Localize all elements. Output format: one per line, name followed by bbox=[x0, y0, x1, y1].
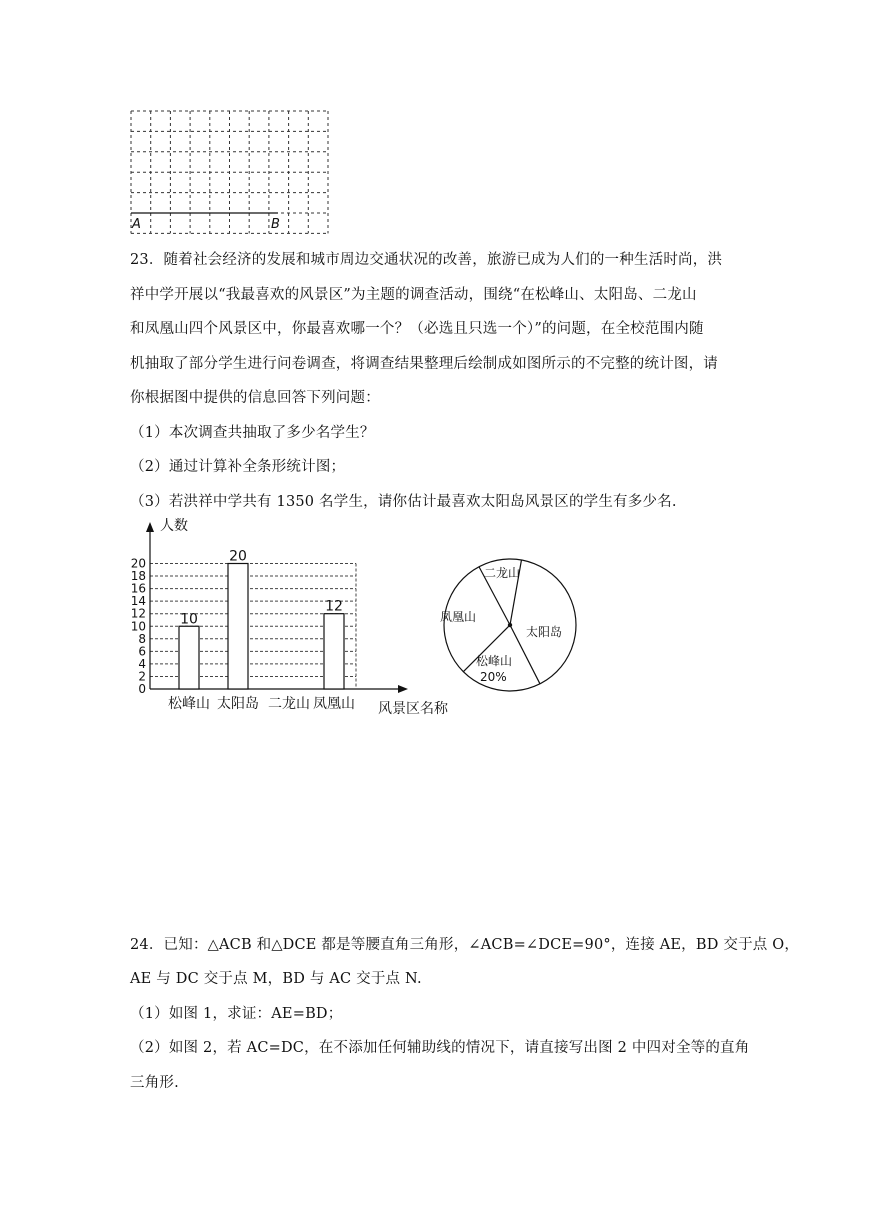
y-tick-label: 16 bbox=[130, 581, 146, 596]
y-tick-label: 6 bbox=[138, 644, 146, 659]
q23-line-5: 你根据图中提供的信息回答下列问题： bbox=[130, 390, 380, 406]
q23-line-2: 祥中学开展以“我最喜欢的风景区”为主题的调查活动，围绕“在松峰山、太阳岛、二龙山 bbox=[130, 287, 697, 303]
pie-label-songfengshan-percent: 20% bbox=[480, 670, 507, 684]
category-label: 太阳岛 bbox=[217, 696, 259, 712]
grid-lines bbox=[131, 111, 328, 233]
bar-data-label: 20 bbox=[229, 548, 247, 565]
y-tick-label: 2 bbox=[138, 669, 146, 684]
bar-data-label: 10 bbox=[180, 611, 198, 628]
pie-center bbox=[508, 623, 512, 627]
y-tick-label: 14 bbox=[130, 594, 146, 609]
q23-sub-2: （2）通过计算补全条形统计图； bbox=[130, 459, 346, 475]
y-tick-label: 20 bbox=[130, 556, 146, 571]
y-tick-label: 8 bbox=[138, 631, 146, 646]
y-tick-label: 0 bbox=[138, 682, 146, 696]
category-label: 二龙山 bbox=[268, 696, 310, 712]
label-b: B bbox=[271, 217, 280, 232]
y-tick-label: 10 bbox=[130, 619, 146, 634]
y-axis-arrow bbox=[146, 522, 154, 532]
bar-chart bbox=[128, 516, 473, 718]
label-a: A bbox=[132, 217, 141, 232]
pie-label-fenghuangshan: 凤凰山 bbox=[440, 610, 477, 624]
y-tick-label: 4 bbox=[138, 656, 146, 671]
pie-label-taiyangdao: 太阳岛 bbox=[526, 625, 563, 639]
y-tick-labels bbox=[131, 557, 146, 697]
q23-sub-1: （1）本次调查共抽取了多少名学生？ bbox=[130, 425, 375, 441]
bar-data-labels bbox=[180, 549, 343, 628]
pie-label-erlongshan: 二龙山 bbox=[484, 566, 521, 580]
category-label: 松峰山 bbox=[168, 696, 210, 712]
q23-line-3: 和凤凰山四个风景区中，你最喜欢哪一个？（必选且只选一个）”的问题，在全校范围内随 bbox=[130, 321, 704, 337]
category-label: 凤凰山 bbox=[313, 696, 355, 712]
q24-line-1: 24．已知：△ACB 和△DCE 都是等腰直角三角形，∠ACB=∠DCE=90°，连接 AE，BD 交于点 O， bbox=[130, 937, 800, 953]
x-axis-arrow bbox=[398, 685, 408, 693]
q23-line-4: 机抽取了部分学生进行问卷调查，将调查结果整理后绘制成如图所示的不完整的统计图，请 bbox=[130, 356, 718, 372]
grid-figure bbox=[128, 108, 333, 236]
bar bbox=[324, 614, 344, 689]
pie-label-songfengshan: 松峰山 bbox=[476, 654, 513, 668]
q24-sub-1: （1）如图 1，求证：AE=BD； bbox=[130, 1006, 343, 1022]
y-axis-label: 人数 bbox=[160, 518, 188, 534]
y-tick-label: 12 bbox=[130, 606, 146, 621]
y-tick-label: 18 bbox=[130, 569, 146, 584]
q24-line-2: AE 与 DC 交于点 M，BD 与 AC 交于点 N. bbox=[130, 971, 422, 987]
x-axis-label: 风景区名称 bbox=[378, 701, 448, 717]
q24-sub-2: （2）如图 2，若 AC=DC，在不添加任何辅助线的情况下，请直接写出图 2 中四对全等的直角 bbox=[130, 1040, 750, 1056]
bar-data-label: 12 bbox=[325, 598, 343, 615]
pie-chart bbox=[436, 544, 586, 694]
bar bbox=[179, 626, 199, 689]
category-labels bbox=[168, 695, 355, 712]
q23-line-1: 23．随着社会经济的发展和城市周边交通状况的改善，旅游已成为人们的一种生活时尚，洪 bbox=[130, 252, 723, 268]
q23-sub-3: （3）若洪祥中学共有 1350 名学生，请你估计最喜欢太阳岛风景区的学生有多少名. bbox=[130, 494, 677, 510]
q24-sub-3: 三角形. bbox=[130, 1075, 179, 1091]
bar bbox=[228, 564, 248, 690]
